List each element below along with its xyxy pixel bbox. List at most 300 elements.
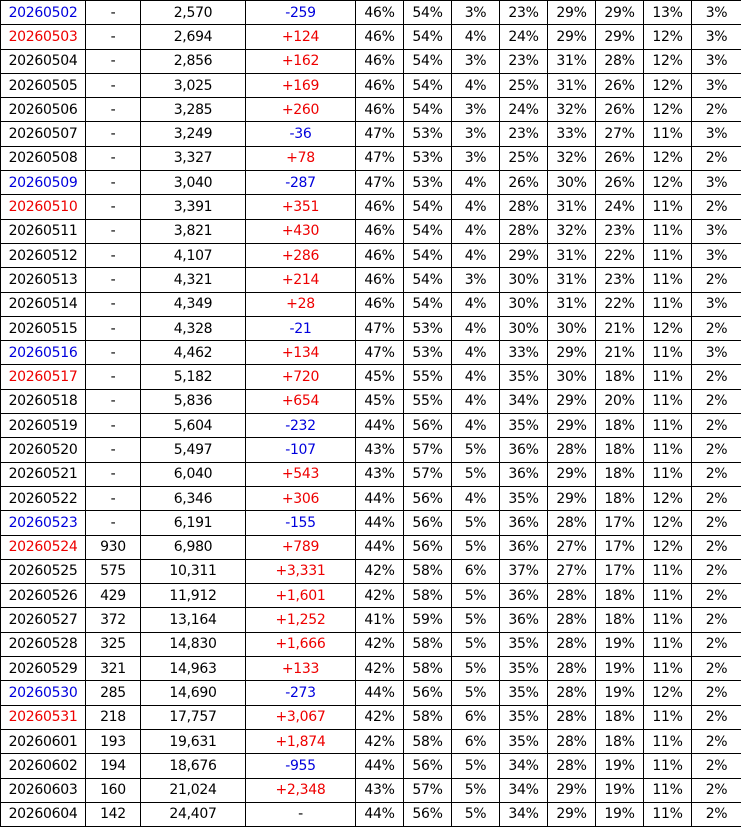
table-row — [1, 681, 741, 705]
percent-cell: 57% — [404, 438, 452, 462]
percent-cell: 34% — [500, 754, 548, 778]
percent-cell: 31% — [548, 49, 596, 73]
change-cell: +124 — [246, 25, 356, 49]
percent-cell: 28% — [548, 632, 596, 656]
percent-cell: 4% — [452, 341, 500, 365]
percent-cell: 2% — [692, 681, 741, 705]
total-cell: 3,391 — [141, 195, 246, 219]
percent-cell: 19% — [596, 681, 644, 705]
table-row — [1, 729, 741, 753]
total-cell: 2,856 — [141, 49, 246, 73]
percent-cell: 5% — [452, 657, 500, 681]
percent-cell: 54% — [404, 219, 452, 243]
value-cell: - — [86, 292, 141, 316]
percent-cell: 2% — [692, 486, 741, 510]
date-cell: 20260531 — [1, 705, 86, 729]
date-cell: 20260530 — [1, 681, 86, 705]
table-row — [1, 219, 741, 243]
percent-cell: 18% — [596, 462, 644, 486]
percent-cell: 18% — [596, 705, 644, 729]
percent-cell: 42% — [356, 657, 404, 681]
percent-cell: 22% — [596, 292, 644, 316]
total-cell: 5,836 — [141, 389, 246, 413]
percent-cell: 46% — [356, 25, 404, 49]
percent-cell: 37% — [500, 559, 548, 583]
total-cell: 3,327 — [141, 146, 246, 170]
percent-cell: 4% — [452, 171, 500, 195]
percent-cell: 32% — [548, 146, 596, 170]
percent-cell: 2% — [692, 535, 741, 559]
table-row — [1, 608, 741, 632]
percent-cell: 4% — [452, 243, 500, 267]
date-cell: 20260518 — [1, 389, 86, 413]
total-cell: 6,980 — [141, 535, 246, 559]
percent-cell: 56% — [404, 535, 452, 559]
percent-cell: 29% — [548, 778, 596, 802]
change-cell: +3,331 — [246, 559, 356, 583]
percent-cell: 23% — [500, 49, 548, 73]
percent-cell: 46% — [356, 98, 404, 122]
total-cell: 24,407 — [141, 802, 246, 826]
percent-cell: 11% — [644, 122, 692, 146]
table-row — [1, 1, 741, 25]
percent-cell: 11% — [644, 389, 692, 413]
change-cell: +260 — [246, 98, 356, 122]
table-row — [1, 535, 741, 559]
date-cell: 20260527 — [1, 608, 86, 632]
value-cell: - — [86, 171, 141, 195]
value-cell: 321 — [86, 657, 141, 681]
date-cell: 20260505 — [1, 73, 86, 97]
percent-cell: 32% — [548, 219, 596, 243]
percent-cell: 28% — [548, 705, 596, 729]
percent-cell: 43% — [356, 438, 404, 462]
percent-cell: 53% — [404, 316, 452, 340]
value-cell: - — [86, 341, 141, 365]
percent-cell: 56% — [404, 681, 452, 705]
percent-cell: 46% — [356, 195, 404, 219]
percent-cell: 4% — [452, 73, 500, 97]
date-cell: 20260526 — [1, 584, 86, 608]
percent-cell: 27% — [548, 559, 596, 583]
percent-cell: 29% — [596, 1, 644, 25]
table-row — [1, 122, 741, 146]
percent-cell: 5% — [452, 535, 500, 559]
percent-cell: 11% — [644, 438, 692, 462]
total-cell: 3,025 — [141, 73, 246, 97]
value-cell: 429 — [86, 584, 141, 608]
percent-cell: 2% — [692, 195, 741, 219]
date-cell: 20260524 — [1, 535, 86, 559]
percent-cell: 11% — [644, 778, 692, 802]
percent-cell: 44% — [356, 486, 404, 510]
percent-cell: 35% — [500, 414, 548, 438]
percent-cell: 28% — [548, 608, 596, 632]
percent-cell: 56% — [404, 802, 452, 826]
percent-cell: 11% — [644, 219, 692, 243]
percent-cell: 56% — [404, 754, 452, 778]
date-cell: 20260514 — [1, 292, 86, 316]
percent-cell: 47% — [356, 122, 404, 146]
percent-cell: 2% — [692, 657, 741, 681]
value-cell: - — [86, 438, 141, 462]
table-row — [1, 341, 741, 365]
date-cell: 20260519 — [1, 414, 86, 438]
value-cell: - — [86, 98, 141, 122]
percent-cell: 11% — [644, 729, 692, 753]
percent-cell: 11% — [644, 292, 692, 316]
percent-cell: 53% — [404, 341, 452, 365]
percent-cell: 12% — [644, 681, 692, 705]
table-row — [1, 802, 741, 826]
percent-cell: 11% — [644, 754, 692, 778]
percent-cell: 6% — [452, 559, 500, 583]
percent-cell: 47% — [356, 171, 404, 195]
percent-cell: 6% — [452, 729, 500, 753]
table-row — [1, 195, 741, 219]
change-cell: -21 — [246, 316, 356, 340]
percent-cell: 29% — [596, 25, 644, 49]
table-row — [1, 705, 741, 729]
percent-cell: 43% — [356, 778, 404, 802]
percent-cell: 3% — [692, 341, 741, 365]
percent-cell: 35% — [500, 486, 548, 510]
total-cell: 5,497 — [141, 438, 246, 462]
total-cell: 6,346 — [141, 486, 246, 510]
date-cell: 20260515 — [1, 316, 86, 340]
total-cell: 3,040 — [141, 171, 246, 195]
percent-cell: 41% — [356, 608, 404, 632]
percent-cell: 19% — [596, 657, 644, 681]
percent-cell: 3% — [452, 146, 500, 170]
percent-cell: 11% — [644, 414, 692, 438]
percent-cell: 46% — [356, 49, 404, 73]
percent-cell: 28% — [548, 754, 596, 778]
table-row — [1, 414, 741, 438]
total-cell: 2,694 — [141, 25, 246, 49]
percent-cell: 58% — [404, 584, 452, 608]
value-cell: 193 — [86, 729, 141, 753]
percent-cell: 46% — [356, 219, 404, 243]
percent-cell: 5% — [452, 438, 500, 462]
percent-cell: 33% — [500, 341, 548, 365]
percent-cell: 42% — [356, 729, 404, 753]
percent-cell: 18% — [596, 608, 644, 632]
percent-cell: 34% — [500, 389, 548, 413]
percent-cell: 2% — [692, 778, 741, 802]
percent-cell: 2% — [692, 98, 741, 122]
date-cell: 20260601 — [1, 729, 86, 753]
percent-cell: 36% — [500, 584, 548, 608]
percent-cell: 27% — [548, 535, 596, 559]
percent-cell: 4% — [452, 25, 500, 49]
total-cell: 4,107 — [141, 243, 246, 267]
percent-cell: 18% — [596, 414, 644, 438]
percent-cell: 3% — [692, 122, 741, 146]
percent-cell: 3% — [692, 171, 741, 195]
value-cell: - — [86, 243, 141, 267]
date-cell: 20260602 — [1, 754, 86, 778]
percent-cell: 11% — [644, 365, 692, 389]
change-cell: +654 — [246, 389, 356, 413]
change-cell: -155 — [246, 511, 356, 535]
percent-cell: 44% — [356, 802, 404, 826]
percent-cell: 11% — [644, 802, 692, 826]
percent-cell: 12% — [644, 146, 692, 170]
percent-cell: 54% — [404, 268, 452, 292]
percent-cell: 4% — [452, 316, 500, 340]
percent-cell: 23% — [596, 219, 644, 243]
date-cell: 20260523 — [1, 511, 86, 535]
change-cell: +351 — [246, 195, 356, 219]
table-row — [1, 389, 741, 413]
value-cell: 372 — [86, 608, 141, 632]
percent-cell: 13% — [644, 1, 692, 25]
percent-cell: 29% — [548, 341, 596, 365]
percent-cell: 30% — [500, 292, 548, 316]
percent-cell: 3% — [692, 25, 741, 49]
table-row — [1, 243, 741, 267]
percent-cell: 3% — [692, 219, 741, 243]
percent-cell: 42% — [356, 559, 404, 583]
percent-cell: 28% — [548, 729, 596, 753]
change-cell: -259 — [246, 1, 356, 25]
change-cell: +720 — [246, 365, 356, 389]
percent-cell: 28% — [596, 49, 644, 73]
percent-cell: 11% — [644, 243, 692, 267]
change-cell: +133 — [246, 657, 356, 681]
value-cell: - — [86, 122, 141, 146]
percent-cell: 28% — [548, 681, 596, 705]
percent-cell: 55% — [404, 365, 452, 389]
total-cell: 3,249 — [141, 122, 246, 146]
total-cell: 6,191 — [141, 511, 246, 535]
percent-cell: 29% — [548, 802, 596, 826]
percent-cell: 23% — [500, 1, 548, 25]
percent-cell: 4% — [452, 414, 500, 438]
percent-cell: 11% — [644, 705, 692, 729]
percent-cell: 2% — [692, 754, 741, 778]
percent-cell: 58% — [404, 559, 452, 583]
percent-cell: 44% — [356, 414, 404, 438]
percent-cell: 4% — [452, 365, 500, 389]
percent-cell: 21% — [596, 341, 644, 365]
change-cell: +162 — [246, 49, 356, 73]
percent-cell: 4% — [452, 195, 500, 219]
percent-cell: 57% — [404, 778, 452, 802]
percent-cell: 31% — [548, 73, 596, 97]
percent-cell: 11% — [644, 632, 692, 656]
value-cell: 218 — [86, 705, 141, 729]
date-cell: 20260603 — [1, 778, 86, 802]
table-row — [1, 632, 741, 656]
table-row — [1, 438, 741, 462]
date-cell: 20260517 — [1, 365, 86, 389]
date-cell: 20260513 — [1, 268, 86, 292]
percent-cell: 31% — [548, 243, 596, 267]
table-row — [1, 559, 741, 583]
table-row — [1, 486, 741, 510]
date-cell: 20260502 — [1, 1, 86, 25]
percent-cell: 21% — [596, 316, 644, 340]
change-cell: +78 — [246, 146, 356, 170]
percent-cell: 29% — [548, 389, 596, 413]
percent-cell: 30% — [500, 316, 548, 340]
percent-cell: 29% — [548, 414, 596, 438]
change-cell: +214 — [246, 268, 356, 292]
percent-cell: 2% — [692, 705, 741, 729]
change-cell: +2,348 — [246, 778, 356, 802]
value-cell: - — [86, 414, 141, 438]
percent-cell: 35% — [500, 657, 548, 681]
percent-cell: 44% — [356, 535, 404, 559]
change-cell: +430 — [246, 219, 356, 243]
value-cell: 194 — [86, 754, 141, 778]
percent-cell: 28% — [548, 584, 596, 608]
change-cell: - — [246, 802, 356, 826]
percent-cell: 11% — [644, 657, 692, 681]
percent-cell: 56% — [404, 486, 452, 510]
percent-cell: 46% — [356, 243, 404, 267]
percent-cell: 3% — [692, 73, 741, 97]
date-cell: 20260520 — [1, 438, 86, 462]
percent-cell: 2% — [692, 511, 741, 535]
percent-cell: 4% — [452, 389, 500, 413]
date-cell: 20260507 — [1, 122, 86, 146]
percent-cell: 18% — [596, 729, 644, 753]
percent-cell: 58% — [404, 729, 452, 753]
percent-cell: 26% — [500, 171, 548, 195]
percent-cell: 34% — [500, 778, 548, 802]
change-cell: +1,666 — [246, 632, 356, 656]
percent-cell: 34% — [500, 802, 548, 826]
percent-cell: 24% — [596, 195, 644, 219]
percent-cell: 24% — [500, 25, 548, 49]
percent-cell: 28% — [548, 511, 596, 535]
percent-cell: 56% — [404, 511, 452, 535]
total-cell: 4,321 — [141, 268, 246, 292]
date-cell: 20260509 — [1, 171, 86, 195]
percent-cell: 58% — [404, 632, 452, 656]
total-cell: 13,164 — [141, 608, 246, 632]
value-cell: 575 — [86, 559, 141, 583]
percent-cell: 12% — [644, 486, 692, 510]
percent-cell: 2% — [692, 559, 741, 583]
percent-cell: 11% — [644, 341, 692, 365]
percent-cell: 31% — [548, 268, 596, 292]
table-row — [1, 171, 741, 195]
percent-cell: 5% — [452, 632, 500, 656]
percent-cell: 3% — [452, 122, 500, 146]
percent-cell: 11% — [644, 195, 692, 219]
date-cell: 20260503 — [1, 25, 86, 49]
percent-cell: 54% — [404, 98, 452, 122]
table-row — [1, 754, 741, 778]
percent-cell: 35% — [500, 705, 548, 729]
table-row — [1, 98, 741, 122]
percent-cell: 54% — [404, 73, 452, 97]
percent-cell: 5% — [452, 778, 500, 802]
table-row — [1, 316, 741, 340]
percent-cell: 3% — [452, 98, 500, 122]
percent-cell: 45% — [356, 365, 404, 389]
date-cell: 20260504 — [1, 49, 86, 73]
change-cell: +306 — [246, 486, 356, 510]
percent-cell: 4% — [452, 486, 500, 510]
percent-cell: 54% — [404, 25, 452, 49]
percent-cell: 44% — [356, 754, 404, 778]
percent-cell: 2% — [692, 268, 741, 292]
date-cell: 20260528 — [1, 632, 86, 656]
percent-cell: 31% — [548, 292, 596, 316]
percent-cell: 11% — [644, 559, 692, 583]
value-cell: - — [86, 316, 141, 340]
percent-cell: 42% — [356, 584, 404, 608]
value-cell: 160 — [86, 778, 141, 802]
percent-cell: 2% — [692, 632, 741, 656]
percent-cell: 5% — [452, 511, 500, 535]
percent-cell: 3% — [452, 268, 500, 292]
percent-cell: 47% — [356, 316, 404, 340]
percent-cell: 53% — [404, 171, 452, 195]
percent-cell: 11% — [644, 268, 692, 292]
value-cell: - — [86, 73, 141, 97]
percent-cell: 36% — [500, 535, 548, 559]
value-cell: - — [86, 219, 141, 243]
change-cell: -36 — [246, 122, 356, 146]
percent-cell: 2% — [692, 462, 741, 486]
percent-cell: 29% — [548, 486, 596, 510]
date-cell: 20260508 — [1, 146, 86, 170]
change-cell: +134 — [246, 341, 356, 365]
percent-cell: 55% — [404, 389, 452, 413]
percent-cell: 5% — [452, 681, 500, 705]
table-body — [1, 1, 741, 827]
table-row — [1, 73, 741, 97]
total-cell: 2,570 — [141, 1, 246, 25]
percent-cell: 2% — [692, 802, 741, 826]
value-cell: 285 — [86, 681, 141, 705]
percent-cell: 3% — [692, 49, 741, 73]
percent-cell: 45% — [356, 389, 404, 413]
percent-cell: 23% — [500, 122, 548, 146]
percent-cell: 2% — [692, 584, 741, 608]
percent-cell: 2% — [692, 608, 741, 632]
percent-cell: 12% — [644, 535, 692, 559]
value-cell: - — [86, 25, 141, 49]
percent-cell: 3% — [452, 49, 500, 73]
percent-cell: 43% — [356, 462, 404, 486]
percent-cell: 26% — [596, 171, 644, 195]
percent-cell: 2% — [692, 729, 741, 753]
percent-cell: 29% — [548, 462, 596, 486]
value-cell: - — [86, 49, 141, 73]
percent-cell: 19% — [596, 802, 644, 826]
percent-cell: 29% — [548, 25, 596, 49]
percent-cell: 5% — [452, 462, 500, 486]
percent-cell: 31% — [548, 195, 596, 219]
percent-cell: 57% — [404, 462, 452, 486]
date-cell: 20260506 — [1, 98, 86, 122]
total-cell: 11,912 — [141, 584, 246, 608]
value-cell: 142 — [86, 802, 141, 826]
percent-cell: 2% — [692, 316, 741, 340]
table-row — [1, 268, 741, 292]
percent-cell: 26% — [596, 146, 644, 170]
percent-cell: 46% — [356, 292, 404, 316]
percent-cell: 11% — [644, 462, 692, 486]
percent-cell: 46% — [356, 1, 404, 25]
